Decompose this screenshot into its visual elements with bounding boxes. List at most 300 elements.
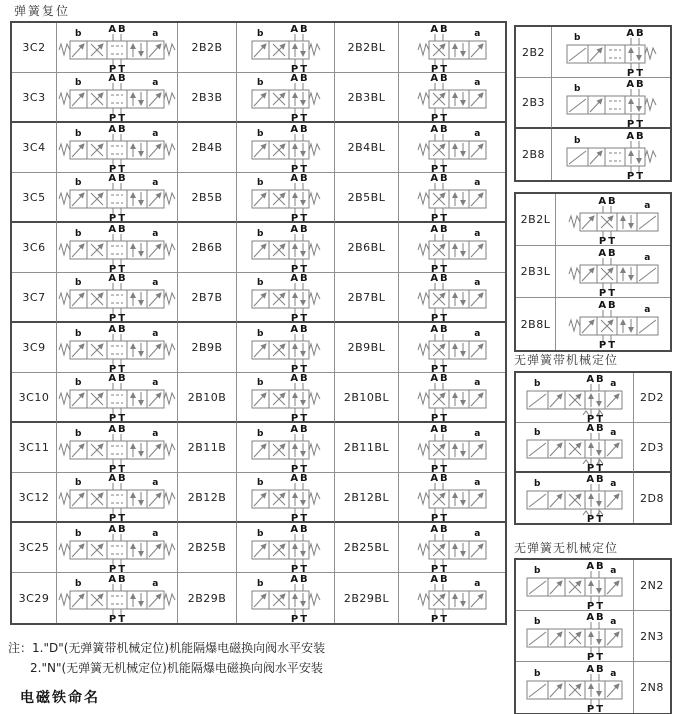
valve-symbol — [237, 73, 335, 123]
svg-text:PT: PT — [108, 63, 128, 73]
svg-text:a: a — [152, 228, 159, 239]
svg-text:PT: PT — [290, 563, 309, 573]
svg-text:b: b — [75, 478, 82, 488]
valve-symbol-drawing — [416, 473, 488, 522]
svg-text:a: a — [152, 28, 159, 39]
svg-text:a: a — [152, 478, 159, 488]
svg-text:AB: AB — [289, 574, 310, 585]
svg-text:AB: AB — [586, 373, 606, 385]
svg-text:a: a — [610, 566, 617, 576]
valve-code: 2B6BL — [335, 223, 399, 273]
svg-text:PT: PT — [108, 113, 128, 122]
svg-text:b: b — [75, 128, 82, 139]
svg-text:PT: PT — [108, 213, 128, 222]
svg-text:AB: AB — [108, 423, 128, 435]
svg-text:a: a — [474, 378, 481, 388]
svg-text:a: a — [152, 579, 159, 589]
svg-text:b: b — [573, 33, 581, 43]
svg-text:AB: AB — [289, 473, 310, 484]
valve-code: 3C7 — [12, 273, 57, 323]
svg-text:PT: PT — [586, 463, 606, 472]
svg-text:b: b — [75, 178, 82, 188]
svg-text:b: b — [256, 128, 264, 139]
notes-block — [8, 638, 325, 678]
valve-symbol-drawing — [250, 23, 322, 73]
svg-text:b: b — [75, 28, 82, 39]
svg-text:b: b — [256, 428, 264, 439]
svg-text:PT: PT — [626, 118, 645, 128]
svg-text:b: b — [256, 78, 264, 88]
valve-symbol — [399, 273, 505, 323]
svg-text:b: b — [256, 228, 264, 239]
valve-code: 3C25 — [12, 523, 57, 573]
valve-code: 3C29 — [12, 573, 57, 623]
valve-symbol-drawing — [57, 323, 177, 373]
valve-symbol-drawing — [416, 573, 488, 623]
svg-text:PT: PT — [430, 163, 450, 173]
svg-text:PT: PT — [290, 313, 309, 322]
valve-symbol-drawing — [525, 560, 624, 610]
valve-symbol-drawing — [565, 78, 658, 128]
svg-text:PT: PT — [626, 170, 645, 180]
svg-text:PT: PT — [290, 614, 309, 623]
svg-text:b: b — [75, 278, 82, 288]
svg-text:a: a — [474, 128, 481, 139]
valve-symbol-drawing — [567, 195, 660, 245]
valve-symbol — [57, 573, 178, 623]
svg-text:a: a — [474, 428, 481, 439]
valve-symbol — [399, 73, 505, 123]
valve-symbol-drawing — [525, 373, 624, 423]
svg-text:b: b — [256, 378, 264, 388]
note-line-2: 2."N"(无弹簧无机械定位)机能隔爆电磁换向阀水平安装 — [30, 661, 323, 675]
valve-symbol — [237, 173, 335, 223]
svg-text:b: b — [573, 83, 581, 94]
valve-symbol-drawing — [57, 373, 177, 422]
right-table-4 — [514, 558, 672, 714]
valve-symbol — [556, 194, 670, 246]
svg-text:a: a — [474, 528, 481, 539]
svg-text:PT: PT — [586, 413, 606, 423]
valve-symbol-drawing — [565, 130, 658, 180]
valve-symbol — [399, 223, 505, 273]
svg-text:PT: PT — [586, 703, 606, 713]
svg-text:AB: AB — [108, 373, 128, 384]
svg-text:PT: PT — [430, 313, 450, 322]
svg-text:PT: PT — [108, 513, 128, 522]
valve-symbol-drawing — [416, 73, 488, 122]
valve-code: 2B2B — [178, 23, 237, 73]
svg-text:AB: AB — [430, 574, 450, 585]
svg-text:AB: AB — [289, 23, 310, 35]
svg-text:a: a — [610, 479, 617, 489]
valve-code: 2B3L — [516, 246, 556, 298]
svg-text:PT: PT — [430, 614, 450, 623]
valve-symbol-drawing — [57, 173, 177, 222]
svg-text:PT: PT — [290, 363, 309, 373]
svg-text:PT: PT — [108, 313, 128, 322]
right-table-2 — [514, 192, 672, 352]
svg-text:PT: PT — [108, 263, 128, 273]
valve-symbol-drawing — [250, 73, 322, 122]
valve-symbol-drawing — [57, 73, 177, 122]
svg-text:b: b — [534, 668, 541, 679]
valve-symbol-drawing — [416, 373, 488, 422]
svg-text:AB: AB — [597, 300, 618, 311]
svg-text:AB: AB — [108, 73, 128, 84]
right-table-3 — [514, 371, 672, 525]
valve-code: 3C10 — [12, 373, 57, 423]
svg-text:PT: PT — [290, 63, 309, 73]
valve-symbol — [399, 573, 505, 623]
svg-text:PT: PT — [108, 363, 128, 373]
svg-text:PT: PT — [586, 652, 606, 661]
valve-symbol — [556, 298, 670, 350]
valve-symbol-drawing — [57, 573, 177, 623]
svg-text:PT: PT — [290, 113, 309, 122]
valve-symbol-drawing — [250, 473, 322, 522]
valve-symbol-drawing — [57, 23, 177, 73]
valve-code: 2B29B — [178, 573, 237, 623]
valve-symbol — [57, 223, 178, 273]
valve-symbol — [57, 373, 178, 423]
valve-code: 2B2 — [516, 27, 552, 78]
svg-text:PT: PT — [430, 563, 450, 573]
svg-text:AB: AB — [289, 423, 310, 435]
svg-text:a: a — [643, 200, 651, 211]
valve-code: 2B25BL — [335, 523, 399, 573]
svg-text:AB: AB — [289, 323, 310, 335]
valve-symbol — [399, 373, 505, 423]
svg-text:PT: PT — [626, 68, 645, 77]
valve-symbol-drawing — [525, 473, 624, 523]
svg-text:AB: AB — [430, 23, 450, 35]
valve-symbol — [237, 223, 335, 273]
valve-code: 2B9B — [178, 323, 237, 373]
valve-code: 2D3 — [634, 423, 670, 473]
svg-text:b: b — [573, 135, 581, 146]
svg-text:b: b — [75, 378, 82, 388]
valve-code: 2N8 — [640, 681, 664, 694]
valve-symbol-drawing — [57, 523, 177, 573]
svg-text:b: b — [256, 178, 264, 188]
valve-symbol-drawing — [416, 523, 488, 573]
svg-text:PT: PT — [430, 63, 450, 73]
svg-text:PT: PT — [290, 213, 309, 222]
valve-code: 2B25B — [178, 523, 237, 573]
valve-symbol — [552, 27, 670, 78]
valve-symbol — [237, 573, 335, 623]
svg-text:AB: AB — [289, 73, 310, 84]
svg-text:b: b — [75, 579, 82, 589]
valve-symbol — [237, 523, 335, 573]
svg-text:AB: AB — [597, 247, 618, 259]
valve-symbol-drawing — [525, 663, 624, 713]
right-table-1 — [514, 25, 672, 182]
valve-symbol — [57, 473, 178, 523]
svg-text:AB: AB — [289, 223, 310, 235]
svg-text:b: b — [534, 479, 541, 489]
valve-symbol — [516, 662, 634, 713]
svg-text:a: a — [474, 78, 481, 88]
svg-text:a: a — [610, 378, 617, 389]
svg-text:a: a — [610, 617, 617, 627]
svg-text:PT: PT — [108, 163, 128, 173]
svg-text:AB: AB — [597, 195, 618, 207]
valve-symbol — [516, 611, 634, 662]
valve-symbol — [237, 373, 335, 423]
valve-code: 2B6B — [178, 223, 237, 273]
valve-code: 3C4 — [12, 123, 57, 173]
svg-text:PT: PT — [430, 263, 450, 273]
svg-text:PT: PT — [430, 113, 450, 122]
svg-text:AB: AB — [108, 523, 128, 535]
valve-symbol-drawing — [567, 247, 660, 297]
valve-symbol-drawing — [416, 223, 488, 273]
svg-text:AB: AB — [108, 23, 128, 35]
valve-symbol — [399, 23, 505, 73]
valve-code: 2N3 — [634, 611, 670, 662]
valve-symbol — [399, 423, 505, 473]
svg-text:b: b — [256, 278, 264, 288]
valve-symbol — [516, 560, 634, 611]
svg-text:AB: AB — [586, 612, 606, 623]
svg-text:b: b — [534, 617, 541, 627]
svg-text:a: a — [152, 428, 159, 439]
svg-text:PT: PT — [586, 514, 606, 523]
svg-text:PT: PT — [598, 287, 617, 297]
note-line-1: 注：1."D"(无弹簧带机械定位)机能隔爆电磁换向阀水平安装 — [8, 641, 326, 655]
valve-code: 2B29BL — [335, 573, 399, 623]
svg-text:AB: AB — [289, 523, 310, 535]
svg-text:a: a — [474, 178, 481, 188]
valve-symbol — [237, 323, 335, 373]
svg-text:PT: PT — [108, 614, 128, 623]
valve-code: 2B3BL — [335, 73, 399, 123]
svg-text:PT: PT — [430, 413, 450, 422]
svg-text:AB: AB — [430, 473, 450, 484]
svg-text:b: b — [534, 378, 541, 389]
valve-symbol-drawing — [250, 223, 322, 273]
svg-text:b: b — [534, 428, 541, 438]
valve-symbol — [57, 73, 178, 123]
svg-text:AB: AB — [108, 473, 128, 484]
svg-text:AB: AB — [430, 273, 450, 284]
valve-code: 3C2 — [12, 23, 57, 73]
valve-symbol — [516, 473, 634, 523]
svg-text:b: b — [534, 566, 541, 576]
svg-text:b: b — [75, 428, 82, 439]
section-label: 无弹簧带机械定位 — [514, 353, 619, 367]
svg-text:PT: PT — [586, 601, 606, 610]
main-valve-table — [10, 21, 507, 625]
valve-symbol-drawing — [565, 27, 658, 77]
valve-symbol-drawing — [416, 323, 488, 373]
valve-symbol — [57, 173, 178, 223]
valve-code: 2B8L — [516, 298, 556, 350]
valve-symbol-drawing — [250, 523, 322, 573]
svg-text:AB: AB — [586, 423, 606, 434]
svg-text:AB: AB — [586, 474, 606, 485]
valve-symbol-drawing — [250, 373, 322, 422]
svg-text:PT: PT — [290, 413, 309, 422]
svg-text:AB: AB — [586, 561, 606, 572]
valve-symbol — [237, 273, 335, 323]
svg-text:AB: AB — [289, 123, 310, 135]
svg-text:AB: AB — [108, 123, 128, 135]
svg-text:a: a — [474, 278, 481, 288]
svg-text:b: b — [75, 228, 82, 239]
valve-code: 2B11BL — [335, 423, 399, 473]
valve-symbol-drawing — [250, 423, 322, 473]
valve-code: 2B12B — [178, 473, 237, 523]
svg-text:PT: PT — [598, 340, 617, 349]
valve-symbol-drawing — [416, 23, 488, 73]
valve-symbol-drawing — [567, 299, 660, 349]
valve-code: 3C11 — [12, 423, 57, 473]
valve-symbol — [516, 373, 634, 423]
valve-symbol — [237, 423, 335, 473]
valve-symbol-drawing — [416, 173, 488, 222]
svg-text:a: a — [610, 428, 617, 438]
valve-code: 2B11B — [178, 423, 237, 473]
svg-text:AB: AB — [289, 273, 310, 284]
valve-symbol — [57, 423, 178, 473]
valve-symbol-drawing — [57, 273, 177, 322]
valve-symbol — [516, 423, 634, 473]
svg-text:a: a — [152, 78, 159, 88]
svg-text:AB: AB — [289, 373, 310, 384]
valve-code: 2B7BL — [335, 273, 399, 323]
svg-text:AB: AB — [625, 78, 646, 90]
svg-text:PT: PT — [108, 413, 128, 422]
valve-symbol — [237, 473, 335, 523]
valve-code: 3C9 — [12, 323, 57, 373]
valve-symbol — [552, 78, 670, 129]
svg-text:a: a — [474, 228, 481, 239]
svg-text:AB: AB — [625, 130, 646, 142]
valve-symbol — [399, 173, 505, 223]
valve-code: 2B9BL — [335, 323, 399, 373]
svg-text:AB: AB — [586, 663, 606, 675]
svg-text:a: a — [152, 528, 159, 539]
valve-code: 2B2BL — [335, 23, 399, 73]
valve-code: 3C6 — [12, 223, 57, 273]
valve-symbol-drawing — [57, 473, 177, 522]
valve-code: 2B10BL — [335, 373, 399, 423]
svg-text:b: b — [75, 528, 82, 539]
svg-text:b: b — [75, 328, 82, 339]
svg-text:b: b — [256, 328, 264, 339]
valve-symbol — [57, 123, 178, 173]
valve-code: 2D2 — [634, 373, 670, 423]
svg-text:a: a — [474, 28, 481, 39]
valve-code: 2B7B — [178, 273, 237, 323]
svg-text:AB: AB — [430, 323, 450, 335]
valve-code: 2B4BL — [335, 123, 399, 173]
valve-symbol-drawing — [416, 273, 488, 322]
svg-text:PT: PT — [290, 513, 309, 522]
svg-text:AB: AB — [430, 523, 450, 535]
section-title-solenoid-naming: 电磁铁命名 — [20, 690, 100, 706]
svg-text:a: a — [152, 328, 159, 339]
svg-text:AB: AB — [430, 373, 450, 384]
valve-code: 2N2 — [634, 560, 670, 611]
valve-code: 3C12 — [12, 473, 57, 523]
valve-code: 2B2L — [516, 194, 556, 246]
svg-text:a: a — [152, 178, 159, 188]
valve-symbol — [399, 473, 505, 523]
svg-text:b: b — [256, 478, 264, 488]
valve-symbol-drawing — [57, 123, 177, 173]
svg-text:a: a — [643, 305, 651, 315]
svg-text:b: b — [256, 579, 264, 589]
valve-code: 3C3 — [12, 73, 57, 123]
svg-text:AB: AB — [108, 273, 128, 284]
valve-code: 2B8 — [516, 129, 552, 180]
valve-symbol-drawing — [250, 323, 322, 373]
valve-code: 2B10B — [178, 373, 237, 423]
section-title-spring-return: 弹簧复位 — [14, 4, 71, 18]
svg-text:PT: PT — [108, 563, 128, 573]
svg-text:PT: PT — [290, 263, 309, 273]
valve-symbol — [57, 523, 178, 573]
valve-symbol-drawing — [57, 223, 177, 273]
valve-symbol-drawing — [525, 423, 624, 472]
valve-symbol — [399, 323, 505, 373]
valve-code: 2B3B — [178, 73, 237, 123]
svg-text:a: a — [474, 579, 481, 589]
svg-text:PT: PT — [430, 363, 450, 373]
svg-text:b: b — [256, 528, 264, 539]
svg-text:AB: AB — [108, 223, 128, 235]
svg-text:AB: AB — [289, 173, 310, 184]
svg-text:PT: PT — [598, 235, 617, 245]
valve-symbol-drawing — [57, 423, 177, 473]
valve-code: 2B4B — [178, 123, 237, 173]
svg-text:AB: AB — [430, 73, 450, 84]
svg-text:a: a — [643, 252, 651, 263]
valve-symbol-drawing — [416, 123, 488, 173]
svg-text:AB: AB — [430, 423, 450, 435]
svg-text:PT: PT — [108, 463, 128, 473]
svg-text:b: b — [256, 28, 264, 39]
valve-symbol-drawing — [525, 611, 624, 661]
svg-text:a: a — [474, 328, 481, 339]
svg-text:a: a — [610, 668, 617, 679]
svg-text:AB: AB — [430, 173, 450, 184]
svg-text:AB: AB — [108, 323, 128, 335]
svg-text:a: a — [152, 378, 159, 388]
svg-text:AB: AB — [625, 28, 646, 39]
valve-symbol — [556, 246, 670, 298]
valve-code: 2B3 — [516, 78, 552, 129]
svg-text:AB: AB — [108, 574, 128, 585]
svg-text:PT: PT — [290, 463, 309, 473]
valve-symbol — [552, 129, 670, 180]
valve-symbol — [237, 23, 335, 73]
valve-symbol-drawing — [250, 573, 322, 623]
valve-symbol-drawing — [250, 273, 322, 322]
valve-symbol — [57, 273, 178, 323]
svg-text:AB: AB — [430, 223, 450, 235]
svg-text:a: a — [474, 478, 481, 488]
valve-symbol — [57, 323, 178, 373]
valve-symbol — [237, 123, 335, 173]
svg-text:AB: AB — [108, 173, 128, 184]
svg-text:b: b — [75, 78, 82, 88]
valve-code: 2B5BL — [335, 173, 399, 223]
